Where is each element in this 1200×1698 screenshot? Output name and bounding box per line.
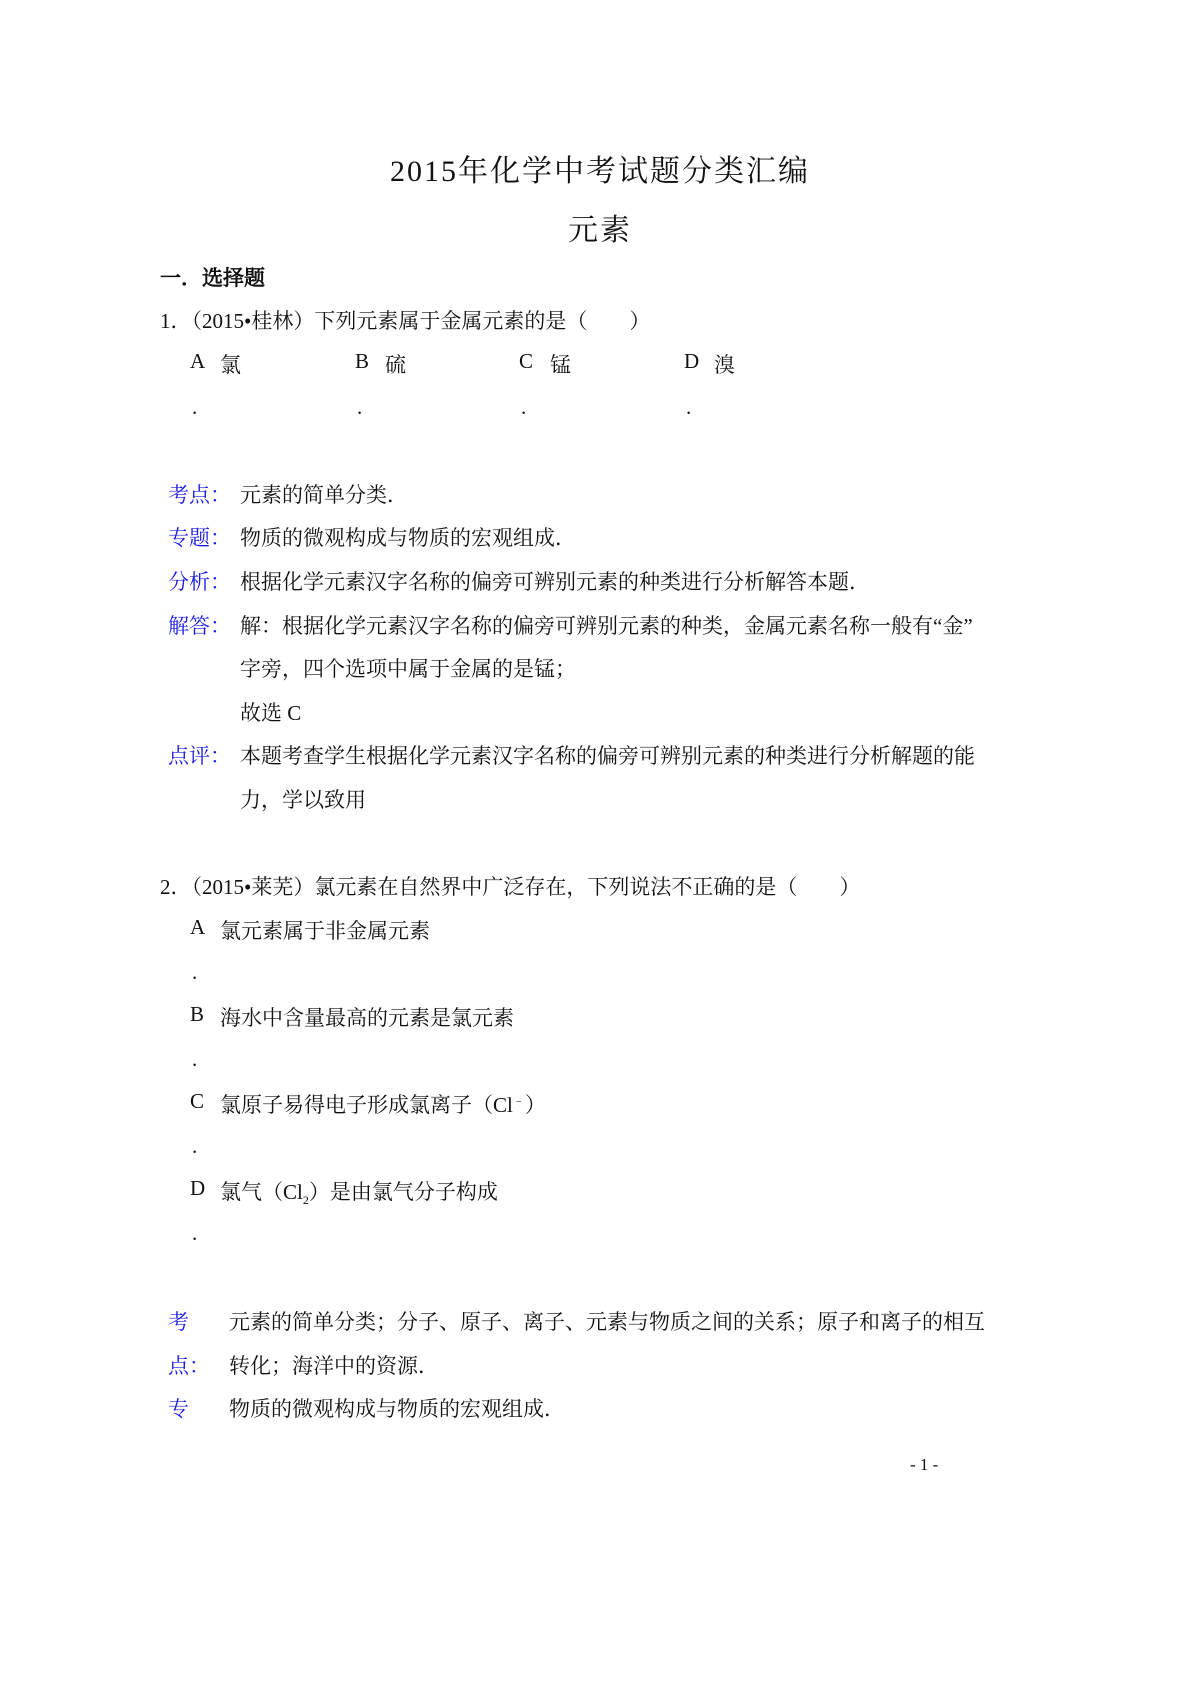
page-number: - 1 -	[910, 1455, 939, 1474]
q2-option-d-letter: D	[190, 1176, 206, 1200]
q2-option-c-text: 氯原子易得电子形成氯离子（Cl﹣）	[220, 1093, 546, 1117]
q2-kaodian-label-1: 考	[168, 1310, 189, 1334]
q2-option-a-text: 氯元素属于非金属元素	[220, 919, 430, 943]
q1-option-b-text: 硫	[385, 353, 406, 377]
q1-kaodian-label: 考点：	[168, 483, 231, 507]
section-heading: 一．选择题	[160, 267, 265, 290]
q2-option-a-dot: .	[192, 960, 198, 984]
q2-option-a-letter: A	[190, 915, 206, 939]
q1-option-d-letter: D	[684, 349, 700, 373]
q1-option-a-text: 氯	[220, 353, 241, 377]
q1-option-a-letter: A	[190, 349, 206, 373]
q1-zhuanti-label: 专题：	[168, 526, 231, 550]
q2-option-b-text: 海水中含量最高的元素是氯元素	[220, 1006, 514, 1030]
q1-option-b-letter: B	[355, 349, 370, 373]
q1-dianping-label: 点评：	[168, 744, 231, 768]
q1-dianping-line-1: 本题考查学生根据化学元素汉字名称的偏旁可辨别元素的种类进行分析解题的能	[240, 744, 975, 768]
q1-option-b-dot: .	[357, 395, 363, 419]
q1-jieda-line-3: 故选 C	[240, 701, 302, 725]
q2-kaodian-label-2: 点：	[168, 1354, 210, 1378]
q2-option-d-dot: .	[192, 1221, 198, 1245]
q2-option-b-dot: .	[192, 1047, 198, 1071]
page-subtitle: 元素	[568, 214, 632, 247]
q1-option-c-text: 锰	[550, 353, 571, 377]
q1-fenxi-label: 分析：	[168, 570, 231, 594]
q2-zhuanti-label: 专	[168, 1397, 189, 1421]
q2-kaodian-line-1: 元素的简单分类；分子、原子、离子、元素与物质之间的关系；原子和离子的相互	[229, 1310, 985, 1334]
q1-stem: 1．（2015•桂林）下列元素属于金属元素的是（ ）	[160, 309, 651, 333]
q2-stem: 2．（2015•莱芜）氯元素在自然界中广泛存在，下列说法不正确的是（ ）	[160, 875, 861, 899]
q1-fenxi: 根据化学元素汉字名称的偏旁可辨别元素的种类进行分析解答本题．	[240, 570, 870, 594]
q1-option-d-dot: .	[686, 395, 692, 419]
q1-zhuanti: 物质的微观构成与物质的宏观组成．	[240, 526, 576, 550]
q1-option-c-dot: .	[521, 395, 527, 419]
q1-kaodian: 元素的简单分类．	[240, 483, 408, 507]
q1-dianping-line-2: 力，学以致用	[240, 788, 366, 812]
q1-option-a-dot: .	[192, 395, 198, 419]
q2-option-b-letter: B	[190, 1002, 205, 1026]
q1-jieda-line-1: 解：根据化学元素汉字名称的偏旁可辨别元素的种类，金属元素名称一般有“金”	[240, 614, 973, 638]
q2-option-c-letter: C	[190, 1089, 205, 1113]
q2-option-c-dot: .	[192, 1134, 198, 1158]
page-title: 2015年化学中考试题分类汇编	[390, 155, 810, 188]
q2-zhuanti: 物质的微观构成与物质的宏观组成．	[229, 1397, 565, 1421]
q2-option-d-text: 氯气$(Cl_2)$是由氯气分子构成	[220, 1180, 498, 1208]
q1-option-d-text: 溴	[714, 353, 735, 377]
q1-jieda-line-2: 字旁，四个选项中属于金属的是锰；	[240, 657, 576, 681]
q2-kaodian-line-2: 转化；海洋中的资源．	[229, 1354, 439, 1378]
q1-option-c-letter: C	[519, 349, 534, 373]
q1-jieda-label: 解答：	[168, 614, 231, 638]
